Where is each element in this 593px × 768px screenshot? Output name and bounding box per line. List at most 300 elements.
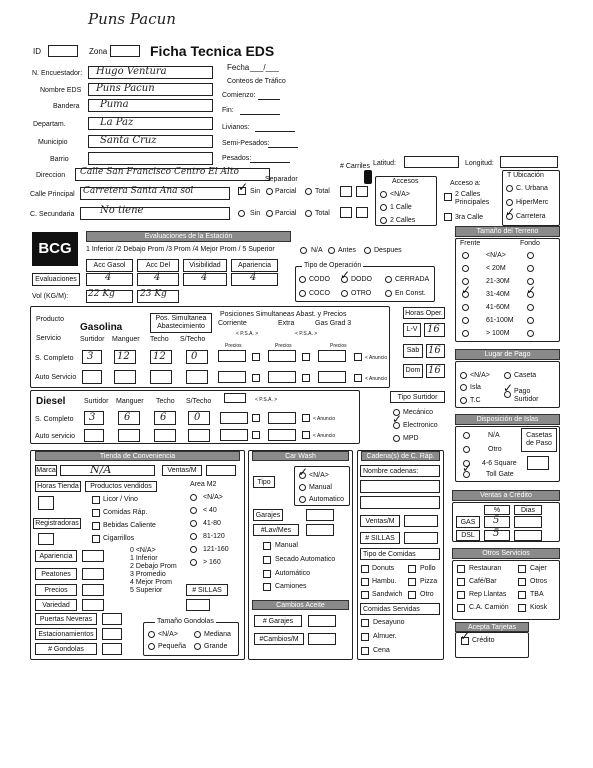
barrio-field[interactable] bbox=[88, 152, 213, 165]
precios-label-2: Precios bbox=[275, 343, 292, 349]
surtidor-electronico-label: Electronico bbox=[403, 422, 438, 429]
terreno-frente-radio[interactable] bbox=[462, 304, 469, 311]
islas-otro-label: Otro bbox=[488, 446, 502, 453]
ubicacion-urbana-radio[interactable] bbox=[506, 185, 513, 192]
acc-gasol-button[interactable]: Acc Gasol bbox=[86, 259, 133, 272]
gas-auto-anuncio-checkbox-3[interactable] bbox=[354, 374, 362, 382]
cadenas-nombre-field-2[interactable] bbox=[360, 496, 440, 509]
producto-label: Producto bbox=[36, 316, 65, 323]
gas-auto-grad-field[interactable] bbox=[318, 371, 346, 383]
otros-item-label: Rep Llantas bbox=[469, 591, 507, 598]
cadenas-nombre-label: Nombre cadenas: bbox=[360, 465, 440, 477]
credito-gas-value: 5 bbox=[493, 515, 500, 526]
acceso-principales-label: 2 Calles Principales bbox=[455, 191, 490, 206]
apariencia-label: Apariencia bbox=[35, 550, 77, 562]
calle-secundaria-value: No tiene bbox=[100, 205, 144, 216]
gond-mediana-label: Mediana bbox=[204, 631, 231, 638]
gondolas-field[interactable] bbox=[102, 643, 122, 655]
diesel-precio-field-1[interactable] bbox=[220, 412, 248, 424]
variedad-label: Variedad bbox=[35, 599, 77, 611]
islas-casetas-field[interactable] bbox=[527, 456, 549, 470]
fecha-value[interactable]: ___/___ bbox=[250, 63, 279, 72]
desayuno-checkbox[interactable] bbox=[361, 619, 369, 627]
area-radio[interactable] bbox=[190, 559, 197, 566]
terreno-frente-radio[interactable] bbox=[462, 330, 469, 337]
area-radio[interactable] bbox=[190, 533, 197, 540]
sin-label-2: Sin bbox=[250, 210, 261, 217]
gond-mediana-radio[interactable] bbox=[194, 631, 201, 638]
cadenas-sillas-label: # SILLAS bbox=[360, 532, 400, 544]
precios-label-3: Precios bbox=[330, 343, 347, 349]
semipesados-label: Semi-Pesados: bbox=[222, 140, 270, 147]
pos-title: Posiciones Simultaneas Abast. y Precios bbox=[220, 311, 347, 318]
cena-label: Cena bbox=[373, 647, 390, 654]
eval-antes-radio[interactable] bbox=[328, 247, 335, 254]
licor-checkbox[interactable] bbox=[92, 496, 100, 504]
calle-principal-value: Carretera Santa Ana sol bbox=[83, 186, 194, 196]
bcg-logo: BCG bbox=[32, 232, 78, 266]
diesel-auto-techo-field[interactable] bbox=[154, 429, 176, 442]
comidas-checkbox[interactable] bbox=[92, 509, 100, 517]
terreno-row-label: 21-30M bbox=[486, 278, 510, 285]
pago-caseta-label: Caseta bbox=[514, 372, 537, 379]
zona-field[interactable] bbox=[110, 45, 140, 57]
terreno-fondo-label: Fondo bbox=[520, 240, 540, 247]
pago-header: Lugar de Pago bbox=[455, 349, 560, 360]
pago-caseta-radio[interactable] bbox=[504, 372, 511, 379]
encuestador-label: N. Encuestador: bbox=[32, 70, 83, 77]
vol-value-1: 22 Kg bbox=[88, 289, 115, 299]
parcial-radio[interactable] bbox=[266, 188, 273, 195]
c-mes-label: #Cambios/M bbox=[254, 633, 304, 645]
accesos-2calles-radio[interactable] bbox=[380, 217, 387, 224]
bandera-label: Bandera bbox=[53, 103, 80, 110]
op-codo-radio[interactable] bbox=[299, 276, 306, 283]
gas-corriente-field[interactable] bbox=[218, 350, 246, 362]
op-codo-label: CODO bbox=[309, 276, 330, 283]
gas-grad-label: Gas Grad 3 bbox=[315, 320, 352, 327]
diesel-precio-field-2[interactable] bbox=[268, 412, 296, 424]
gond-pequena-radio[interactable] bbox=[148, 643, 155, 650]
area-label: Area M2 bbox=[190, 481, 217, 488]
pizza-label: Pizza bbox=[420, 578, 438, 585]
check-mark-icon: ✓ bbox=[460, 629, 471, 643]
tienda-ventas-field[interactable] bbox=[206, 465, 236, 476]
c-mes-field[interactable] bbox=[308, 633, 336, 645]
total-radio-2[interactable] bbox=[305, 210, 312, 217]
gas-anuncio-checkbox-1[interactable] bbox=[252, 353, 260, 361]
accesos-na-label: <N/A> bbox=[390, 191, 410, 198]
precios-label-1: Precios bbox=[225, 343, 242, 349]
area-option-label: < 40 bbox=[203, 507, 217, 514]
gond-na-radio[interactable] bbox=[148, 631, 155, 638]
credito-gas-label: GAS bbox=[456, 516, 480, 528]
otros-checkbox[interactable] bbox=[518, 578, 526, 586]
total-label-2: Total bbox=[315, 210, 330, 217]
sin-radio-2[interactable] bbox=[238, 210, 245, 217]
area-option-label: <N/A> bbox=[203, 494, 223, 501]
form-title: Ficha Tecnica EDS bbox=[150, 43, 275, 59]
gas-stecho-label: S/Techo bbox=[180, 336, 206, 343]
cigarrillos-checkbox[interactable] bbox=[92, 535, 100, 543]
accesos-na-radio[interactable] bbox=[380, 191, 387, 198]
horas-oper-title: Horas Oper. bbox=[403, 307, 445, 319]
pago-tc-radio[interactable] bbox=[460, 397, 467, 404]
c-garajes-label: # Garajes bbox=[254, 615, 302, 627]
acceso-principales-checkbox[interactable] bbox=[444, 193, 452, 201]
cw-manual-checkbox[interactable] bbox=[263, 542, 271, 550]
eval-antes-label: Antes bbox=[338, 247, 356, 254]
carriles-field-3[interactable] bbox=[356, 186, 368, 197]
municipio-value: Santa Cruz bbox=[100, 135, 157, 146]
registradoras-field[interactable] bbox=[38, 533, 54, 545]
otros-checkbox[interactable] bbox=[518, 565, 526, 573]
gas-extra-field[interactable] bbox=[268, 350, 296, 362]
diesel-auto-stecho-field[interactable] bbox=[188, 429, 210, 442]
area-option-label: > 160 bbox=[203, 559, 221, 566]
terreno-fondo-radio[interactable] bbox=[527, 252, 534, 259]
handwritten-station-name: Puns Pacun bbox=[88, 10, 176, 28]
otros-item-label: Café/Bar bbox=[469, 578, 497, 585]
check-mark-icon: ✓ bbox=[298, 465, 309, 479]
longitud-field[interactable] bbox=[500, 156, 558, 168]
escala-legend: 0 <N/A> 1 Inferior 2 Debajo Prom 3 Promedio 4 Mejor Prom 5 Superior bbox=[130, 547, 177, 594]
otros-item-label: Otros bbox=[530, 578, 548, 585]
gond-grande-radio[interactable] bbox=[194, 643, 201, 650]
otros-checkbox[interactable] bbox=[457, 604, 465, 612]
carwash-auto-radio[interactable] bbox=[299, 496, 306, 503]
op-coco-label: COCO bbox=[309, 290, 330, 297]
otros-checkbox[interactable] bbox=[518, 591, 526, 599]
op-enconst-radio[interactable] bbox=[385, 290, 392, 297]
surtidor-mpd-label: MPD bbox=[403, 435, 419, 442]
islas-otro-radio[interactable] bbox=[463, 446, 470, 453]
terreno-row-label: < 20M bbox=[486, 265, 506, 272]
otros-checkbox[interactable] bbox=[457, 578, 465, 586]
livianos-label: Livianos: bbox=[222, 124, 250, 131]
cambios-aceite-header: Cambios Aceite bbox=[252, 600, 349, 610]
terreno-frente-label: Frente bbox=[460, 240, 481, 247]
sandwich-checkbox[interactable] bbox=[361, 591, 369, 599]
gas-auto-anuncio-checkbox-2[interactable] bbox=[302, 374, 310, 382]
diesel-scompleto-label: S. Completo bbox=[35, 416, 74, 423]
municipio-label: Municipio bbox=[38, 139, 68, 146]
terreno-fondo-radio[interactable] bbox=[527, 330, 534, 337]
hamb-checkbox[interactable] bbox=[361, 578, 369, 586]
cw-secado-label: Secado Automatico bbox=[275, 556, 336, 563]
diesel-surtidor-label: Surtidor bbox=[84, 398, 109, 405]
sin-label: Sin bbox=[250, 188, 261, 195]
gas-auto-corriente-field[interactable] bbox=[218, 371, 246, 383]
marca-label: Marca bbox=[36, 467, 56, 474]
islas-header: Disposición de Islas bbox=[455, 414, 560, 425]
peatones-field[interactable] bbox=[82, 568, 104, 580]
eval-despues-label: Despues bbox=[374, 247, 402, 254]
op-otro-label: OTRO bbox=[351, 290, 372, 297]
bebidas-label: Bebidas Caliente bbox=[103, 522, 156, 529]
ubicacion-title: T Ubicación bbox=[507, 172, 544, 179]
gas-auto-surtidor-field[interactable] bbox=[82, 370, 102, 384]
livianos-line[interactable] bbox=[255, 131, 295, 132]
horas-lv-label: L-V bbox=[403, 323, 421, 337]
credito-gas-dias-field[interactable] bbox=[514, 516, 542, 528]
area-radio[interactable] bbox=[190, 546, 197, 553]
calle-secundaria-label: C. Secundaria bbox=[30, 211, 75, 218]
horas-tienda-field[interactable] bbox=[38, 496, 54, 510]
pesados-line[interactable] bbox=[250, 162, 290, 163]
id-field[interactable] bbox=[48, 45, 78, 57]
tienda-header: Tienda de Conveniencia bbox=[35, 451, 240, 461]
check-mark-icon: ✓ bbox=[505, 205, 516, 219]
psa-label-2: < P.S.A. > bbox=[295, 331, 318, 337]
pago-tc-label: T.C bbox=[470, 397, 481, 404]
terreno-header: Tamaño del Terreno bbox=[455, 226, 560, 237]
puertas-field[interactable] bbox=[102, 613, 122, 625]
ubicacion-carretera-label: Carretera bbox=[516, 213, 546, 220]
terreno-fondo-radio[interactable] bbox=[527, 317, 534, 324]
check-mark-icon: ✓ bbox=[392, 412, 403, 426]
cw-automatico-label: Automático bbox=[275, 570, 311, 577]
almuerzo-checkbox[interactable] bbox=[361, 633, 369, 641]
carwash-manual-radio[interactable] bbox=[299, 484, 306, 491]
apariencia-button[interactable]: Apariencia bbox=[231, 259, 278, 272]
diesel-psa-label: < P.S.A. > bbox=[255, 397, 278, 403]
total-radio[interactable] bbox=[305, 188, 312, 195]
acceso-3ra-checkbox[interactable] bbox=[444, 213, 452, 221]
cw-camiones-checkbox[interactable] bbox=[263, 583, 271, 591]
surtidor-mecanico-label: Mecánico bbox=[403, 409, 433, 416]
tarjetas-header: Acepta Tarjetas bbox=[455, 622, 529, 632]
cadenas-header: Cadena(s) de C. Ráp. bbox=[361, 451, 440, 461]
comienzo-line[interactable] bbox=[258, 99, 280, 100]
otro-comida-label: Otro bbox=[420, 591, 434, 598]
hamb-label: Hambu. bbox=[372, 578, 397, 585]
gas-auto-techo-field[interactable] bbox=[150, 370, 172, 384]
servicio-label: Servicio bbox=[36, 335, 61, 342]
variedad-field[interactable] bbox=[82, 599, 104, 611]
visibilidad-button[interactable]: Visibilidad bbox=[183, 259, 227, 272]
diesel-anuncio-checkbox-1[interactable] bbox=[252, 414, 260, 422]
carriles-field-4[interactable] bbox=[356, 207, 368, 218]
peatones-label: Peatones bbox=[35, 568, 77, 580]
terreno-fondo-radio[interactable] bbox=[527, 304, 534, 311]
fin-line[interactable] bbox=[240, 114, 280, 115]
terreno-frente-radio[interactable] bbox=[462, 252, 469, 259]
pago-na-radio[interactable] bbox=[460, 372, 467, 379]
terreno-frente-radio[interactable] bbox=[462, 317, 469, 324]
islas-toll-label: Toll Gate bbox=[486, 471, 514, 478]
terreno-fondo-radio[interactable] bbox=[527, 265, 534, 272]
vol-label: Vol (KG/M): bbox=[32, 293, 69, 300]
comidas-servidas-label: Comidas Servidas bbox=[360, 603, 440, 615]
parcial-radio-2[interactable] bbox=[266, 210, 273, 217]
carriles-field-1[interactable] bbox=[340, 186, 352, 197]
cw-secado-checkbox[interactable] bbox=[263, 556, 271, 564]
apariencia-field[interactable] bbox=[82, 550, 104, 562]
bandera-value: Puma bbox=[100, 99, 129, 110]
carriles-field-2[interactable] bbox=[340, 207, 352, 218]
terreno-row-label: <N/A> bbox=[486, 252, 506, 259]
acceso-a-label: Acceso a: bbox=[450, 180, 481, 187]
otros-checkbox[interactable] bbox=[457, 565, 465, 573]
sillas-field[interactable] bbox=[186, 599, 210, 611]
gas-auto-anuncio-checkbox-1[interactable] bbox=[252, 374, 260, 382]
area-radio[interactable] bbox=[190, 520, 197, 527]
cadenas-ventas-field[interactable] bbox=[404, 515, 438, 527]
gas-scompleto-label: S. Completo bbox=[35, 355, 74, 362]
otro-comida-checkbox[interactable] bbox=[408, 591, 416, 599]
carwash-auto-label: Automatico bbox=[309, 496, 345, 503]
credito-header: Ventas a Crédito bbox=[452, 490, 560, 501]
cigarrillos-label: Cigarrillos bbox=[103, 535, 135, 542]
cadenas-nombre-field-1[interactable] bbox=[360, 480, 440, 493]
registradoras-label: Registradoras bbox=[33, 518, 81, 529]
pollo-checkbox[interactable] bbox=[408, 565, 416, 573]
carriles-label: # Carriles bbox=[340, 163, 370, 170]
islas-na-radio[interactable] bbox=[463, 432, 470, 439]
marca-value: N/A bbox=[90, 463, 112, 476]
gas-surtidor-label: Surtidor bbox=[80, 336, 105, 343]
longitud-label: Longitud: bbox=[465, 160, 494, 167]
credito-dsl-value: 5 bbox=[493, 528, 500, 539]
barrio-label: Barrio bbox=[50, 156, 69, 163]
otros-checkbox[interactable] bbox=[457, 591, 465, 599]
diesel-manguer-value: 6 bbox=[124, 412, 131, 423]
desayuno-label: Desayuno bbox=[373, 619, 405, 626]
psa-label-1: < P.S.A. > bbox=[236, 331, 259, 337]
diesel-auto-precio-field-1[interactable] bbox=[220, 429, 248, 441]
evaluaciones-header: Evaluaciones de la Estación bbox=[86, 231, 291, 242]
cena-checkbox[interactable] bbox=[361, 647, 369, 655]
fecha-label: Fecha bbox=[227, 63, 250, 72]
op-coco-radio[interactable] bbox=[299, 290, 306, 297]
horas-sab-label: Sab bbox=[403, 344, 423, 358]
evaluaciones-label: Evaluaciones bbox=[32, 273, 80, 286]
diesel-auto-anuncio-label: < Anuncio bbox=[313, 433, 336, 439]
diesel-auto-surtidor-field[interactable] bbox=[84, 429, 104, 442]
eval-na-radio[interactable] bbox=[300, 247, 307, 254]
nombre-label: Nombre EDS bbox=[40, 87, 82, 94]
encuestador-value: Hugo Ventura bbox=[96, 66, 167, 77]
credito-dsl-dias-field[interactable] bbox=[514, 530, 542, 541]
otros-checkbox[interactable] bbox=[518, 604, 526, 612]
c-garajes-field[interactable] bbox=[308, 615, 336, 627]
horas-sab-value: 16 bbox=[428, 345, 441, 356]
pago-na-label: <N/A> bbox=[470, 372, 490, 379]
op-enconst-label: En Const. bbox=[395, 290, 426, 297]
diesel-auto-anuncio-checkbox-1[interactable] bbox=[252, 431, 260, 439]
gas-stecho-value: 0 bbox=[191, 351, 198, 362]
diesel-stecho-label: S/Techo bbox=[186, 398, 212, 405]
gas-grad-field[interactable] bbox=[318, 350, 346, 362]
diesel-auto-manguer-field[interactable] bbox=[118, 429, 140, 442]
diesel-top-field[interactable] bbox=[224, 393, 246, 403]
diesel-techo-value: 6 bbox=[160, 412, 167, 423]
check-mark-icon: ✓ bbox=[461, 283, 472, 297]
eval-despues-radio[interactable] bbox=[364, 247, 371, 254]
diesel-stecho-value: 0 bbox=[194, 412, 201, 423]
acc-del-button[interactable]: Acc Del bbox=[137, 259, 179, 272]
surtidor-mpd-radio[interactable] bbox=[393, 435, 400, 442]
fin-label: Fin: bbox=[222, 107, 234, 114]
eval-na-label: N/A bbox=[311, 247, 323, 254]
area-option-label: 41-80 bbox=[203, 520, 221, 527]
area-radio[interactable] bbox=[190, 507, 197, 514]
otros-item-label: Cajer bbox=[530, 565, 547, 572]
otros-header: Otros Servicios bbox=[452, 548, 560, 559]
eval-apariencia-value: 4 bbox=[250, 272, 257, 283]
sandwich-label: Sandwich bbox=[372, 591, 403, 598]
estacionamientos-label: Estacionamientos bbox=[35, 628, 97, 640]
eval-visibilidad-value: 4 bbox=[201, 272, 208, 283]
op-cerrada-radio[interactable] bbox=[385, 276, 392, 283]
pago-isla-label: Isla bbox=[470, 384, 481, 391]
direccion-label: Direccion bbox=[36, 172, 66, 179]
extra-label: Extra bbox=[278, 320, 295, 327]
bebidas-checkbox[interactable] bbox=[92, 522, 100, 530]
accesos-1calle-radio[interactable] bbox=[380, 204, 387, 211]
otros-item-label: TBA bbox=[530, 591, 544, 598]
garajes-field[interactable] bbox=[306, 509, 334, 521]
cadenas-sillas-field[interactable] bbox=[404, 532, 438, 544]
latitud-field[interactable] bbox=[404, 156, 459, 168]
precios-field[interactable] bbox=[82, 584, 104, 596]
diesel-anuncio-checkbox-2[interactable] bbox=[302, 414, 310, 422]
credito-dsl-label: DSL bbox=[456, 530, 480, 541]
otros-item-label: Kiosk bbox=[530, 604, 548, 611]
pizza-checkbox[interactable] bbox=[408, 578, 416, 586]
eval-acc-del-value: 4 bbox=[154, 272, 161, 283]
tienda-ventas-label: Ventas/M bbox=[162, 465, 202, 476]
check-mark-icon: ✓ bbox=[503, 381, 514, 395]
op-dodo-label: DODO bbox=[351, 276, 372, 283]
licor-label: Licor / Vino bbox=[103, 496, 138, 503]
carwash-na-label: <N/A> bbox=[309, 472, 329, 479]
gas-anuncio-checkbox-3[interactable] bbox=[354, 353, 362, 361]
islas-casetas-label: Casetas de Paso bbox=[521, 428, 557, 452]
pago-isla-radio[interactable] bbox=[460, 384, 467, 391]
gas-auto-anuncio-label: < Anuncio bbox=[365, 376, 388, 382]
diesel-auto-anuncio-checkbox-2[interactable] bbox=[302, 431, 310, 439]
estacionamientos-field[interactable] bbox=[102, 628, 122, 640]
cw-automatico-checkbox[interactable] bbox=[263, 570, 271, 578]
op-otro-radio[interactable] bbox=[341, 290, 348, 297]
gas-anuncio-checkbox-2[interactable] bbox=[302, 353, 310, 361]
diesel-manguer-label: Manguer bbox=[116, 398, 144, 405]
lav-mes-label: #Lav/Mes bbox=[253, 524, 299, 536]
donuts-checkbox[interactable] bbox=[361, 565, 369, 573]
diesel-auto-precio-field-2[interactable] bbox=[268, 429, 296, 441]
puertas-label: Puertas Neveras bbox=[35, 613, 97, 625]
id-label: ID bbox=[33, 47, 41, 56]
gas-auto-extra-field[interactable] bbox=[268, 371, 296, 383]
semipesados-line[interactable] bbox=[268, 147, 298, 148]
terreno-frente-radio[interactable] bbox=[462, 265, 469, 272]
vol-value-2: 23 Kg bbox=[140, 289, 167, 299]
evaluaciones-scale: 1 Inferior /2 Debajo Prom /3 Prom /4 Mejor Prom / 5 Superior bbox=[86, 246, 275, 253]
gond-grande-label: Grande bbox=[204, 643, 228, 650]
gas-auto-manguer-field[interactable] bbox=[114, 370, 136, 384]
gas-auto-stecho-field[interactable] bbox=[186, 370, 208, 384]
gond-na-label: <N/A> bbox=[158, 631, 178, 638]
gas-surtidor-value: 3 bbox=[87, 351, 94, 362]
acceso-3ra-label: 3ra Calle bbox=[455, 214, 484, 221]
lav-mes-field[interactable] bbox=[306, 524, 334, 536]
conteos-title: Conteos de Tráfico bbox=[227, 78, 286, 85]
area-radio[interactable] bbox=[190, 494, 197, 501]
pollo-label: Pollo bbox=[420, 565, 436, 572]
calle-principal-label: Calle Principal bbox=[30, 191, 75, 198]
